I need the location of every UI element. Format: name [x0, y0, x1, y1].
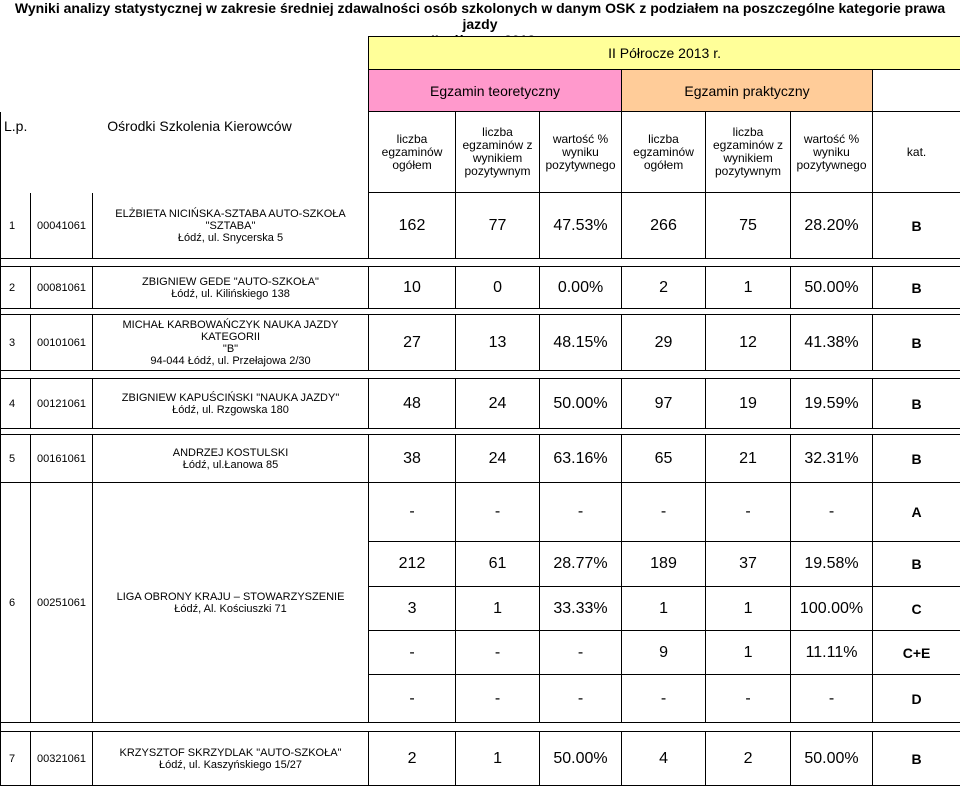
osk-code: 00251061 — [31, 483, 93, 723]
cell-p-pct: 28.20% — [791, 193, 873, 259]
table-row — [1, 193, 960, 259]
cell-t-pct: 63.16% — [540, 435, 622, 483]
cell-t-pos: - — [456, 631, 540, 675]
practice-percent-header: wartość % wyniku pozytywnego — [791, 112, 873, 193]
cell-t-pos: 13 — [456, 315, 540, 371]
row-number: 6 — [1, 483, 31, 723]
cell-t-total: 2 — [369, 732, 456, 786]
cell-t-pos: - — [456, 483, 540, 542]
category-cell: B — [873, 379, 960, 429]
osk-name-line: "SZTABA" — [93, 220, 368, 232]
osk-name-line: ANDRZEJ KOSTULSKI — [93, 447, 368, 459]
cell-p-pos: 2 — [706, 732, 791, 786]
row-number: 1 — [1, 193, 31, 259]
cell-t-pos: 24 — [456, 379, 540, 429]
spacer-cell — [1, 371, 960, 379]
osk-name-line: 94-044 Łódź, ul. Przełajowa 2/30 — [93, 355, 368, 367]
cell-p-pct: 19.59% — [791, 379, 873, 429]
spacer-row — [1, 371, 960, 379]
osk-code: 00121061 — [31, 379, 93, 429]
cell-p-pct: 100.00% — [791, 587, 873, 631]
osk-name-line: ZBIGNIEW KAPUŚCIŃSKI "NAUKA JAZDY" — [93, 392, 368, 404]
osk-code: 00041061 — [31, 193, 93, 259]
row-number: 7 — [1, 732, 31, 786]
cell-p-pct: - — [791, 483, 873, 542]
cell-t-pct: 28.77% — [540, 542, 622, 587]
cell-t-pos: 1 — [456, 587, 540, 631]
cell-t-pct: 33.33% — [540, 587, 622, 631]
table-row — [1, 732, 960, 786]
cell-p-total: 9 — [622, 631, 706, 675]
category-cell: B — [873, 732, 960, 786]
cell-p-pos: 75 — [706, 193, 791, 259]
practical-exam-header: Egzamin praktyczny — [622, 70, 873, 112]
cell-p-total: - — [622, 675, 706, 723]
cell-t-pos: - — [456, 675, 540, 723]
category-cell: D — [873, 675, 960, 723]
osk-name-line: Łódź, ul.Łanowa 85 — [93, 459, 368, 471]
osk-name-line: ELŻBIETA NICIŃSKA-SZTABA AUTO-SZKOŁA — [93, 208, 368, 220]
spacer-row — [1, 723, 960, 732]
cell-t-total: 38 — [369, 435, 456, 483]
cell-p-pct: 50.00% — [791, 267, 873, 309]
cell-t-pos: 0 — [456, 267, 540, 309]
cell-p-pct: 11.11% — [791, 631, 873, 675]
cell-p-total: 4 — [622, 732, 706, 786]
cell-t-pct: 48.15% — [540, 315, 622, 371]
theory-exam-header: Egzamin teoretyczny — [369, 70, 622, 112]
results-table — [0, 36, 960, 786]
osk-name-line: LIGA OBRONY KRAJU – STOWARZYSZENIE — [93, 591, 368, 603]
row-number: 4 — [1, 379, 31, 429]
cell-p-total: - — [622, 483, 706, 542]
category-cell: B — [873, 193, 960, 259]
cell-t-total: - — [369, 675, 456, 723]
category-cell: B — [873, 315, 960, 371]
cell-p-pct: 19.58% — [791, 542, 873, 587]
report-title-line-1: Wyniki analizy statystycznej w zakresie średniej zdawalności osób szkolonych w danym OSK z podziałem na poszczególne kategorie prawa jazdy — [0, 0, 960, 32]
osk-name-address — [93, 267, 369, 309]
osk-name-line: Łódź, Al. Kościuszki 71 — [93, 603, 368, 615]
table-header — [1, 37, 960, 193]
osk-code: 00081061 — [31, 267, 93, 309]
spacer-cell — [1, 723, 960, 732]
cell-t-pos: 1 — [456, 732, 540, 786]
osk-name-address — [93, 435, 369, 483]
cell-p-pos: - — [706, 675, 791, 723]
theory-total-header: liczba egzaminów ogółem — [369, 112, 456, 193]
cell-t-pct: 50.00% — [540, 732, 622, 786]
cell-p-total: 97 — [622, 379, 706, 429]
table-row — [1, 435, 960, 483]
table-row — [1, 315, 960, 371]
row-number: 2 — [1, 267, 31, 309]
category-cell: C+E — [873, 631, 960, 675]
theory-percent-header: wartość % wyniku pozytywnego — [540, 112, 622, 193]
osk-name-line: Łódź, ul. Snycerska 5 — [93, 232, 368, 244]
row-number: 3 — [1, 315, 31, 371]
cell-p-pos: 1 — [706, 587, 791, 631]
cell-p-pct: 32.31% — [791, 435, 873, 483]
cell-p-pct: 41.38% — [791, 315, 873, 371]
cell-p-total: 2 — [622, 267, 706, 309]
osk-name-line: Łódź, ul. Rzgowska 180 — [93, 404, 368, 416]
category-cell: A — [873, 483, 960, 542]
cell-t-pct: 47.53% — [540, 193, 622, 259]
cell-p-pos: 12 — [706, 315, 791, 371]
cell-t-pct: - — [540, 483, 622, 542]
spacer-row — [1, 259, 960, 267]
osk-name-line: Łódź, ul. Kilińskiego 138 — [93, 288, 368, 300]
osk-name-line: ZBIGNIEW GEDE "AUTO-SZKOŁA" — [93, 276, 368, 288]
cell-p-total: 29 — [622, 315, 706, 371]
cell-t-pos: 24 — [456, 435, 540, 483]
practice-positive-header: liczba egzaminów z wynikiem pozytywnym — [706, 112, 791, 193]
osk-header: Ośrodki Szkolenia Kierowców — [31, 112, 369, 193]
table-row — [1, 379, 960, 429]
spacer-cell — [1, 259, 960, 267]
category-cell: C — [873, 587, 960, 631]
osk-code: 00101061 — [31, 315, 93, 371]
cell-p-pos: 37 — [706, 542, 791, 587]
cell-t-total: 48 — [369, 379, 456, 429]
theory-positive-header: liczba egzaminów z wynikiem pozytywnym — [456, 112, 540, 193]
category-cell: B — [873, 435, 960, 483]
osk-name-address — [93, 315, 369, 371]
osk-name-address — [93, 379, 369, 429]
osk-name-line: Łódź, ul. Kaszyńskiego 15/27 — [93, 759, 368, 771]
osk-name-line: KRZYSZTOF SKRZYDLAK "AUTO-SZKOŁA" — [93, 747, 368, 759]
practice-total-header: liczba egzaminów ogółem — [622, 112, 706, 193]
cell-p-pct: - — [791, 675, 873, 723]
cell-p-total: 1 — [622, 587, 706, 631]
cell-t-total: - — [369, 483, 456, 542]
table-row — [1, 267, 960, 309]
table-row — [1, 483, 960, 542]
cell-t-total: 162 — [369, 193, 456, 259]
osk-name-line: "B" — [93, 343, 368, 355]
cell-t-pos: 61 — [456, 542, 540, 587]
cell-p-pos: 19 — [706, 379, 791, 429]
lp-header: L.p. — [1, 112, 31, 193]
cell-p-total: 65 — [622, 435, 706, 483]
osk-name-line: MICHAŁ KARBOWAŃCZYK NAUKA JAZDY KATEGORII — [93, 319, 368, 343]
osk-code: 00161061 — [31, 435, 93, 483]
cell-p-pos: 21 — [706, 435, 791, 483]
cell-p-pct: 50.00% — [791, 732, 873, 786]
cell-t-pos: 77 — [456, 193, 540, 259]
category-cell: B — [873, 542, 960, 587]
cell-t-total: 27 — [369, 315, 456, 371]
cell-p-total: 266 — [622, 193, 706, 259]
period-header: II Półrocze 2013 r. — [369, 37, 960, 70]
cell-t-total: 212 — [369, 542, 456, 587]
osk-name-address — [93, 732, 369, 786]
osk-name-address — [93, 483, 369, 723]
cell-p-total: 189 — [622, 542, 706, 587]
cell-t-total: 10 — [369, 267, 456, 309]
cell-t-total: - — [369, 631, 456, 675]
category-header: kat. — [873, 112, 960, 193]
cell-t-total: 3 — [369, 587, 456, 631]
cell-p-pos: 1 — [706, 267, 791, 309]
osk-code: 00321061 — [31, 732, 93, 786]
category-cell: B — [873, 267, 960, 309]
osk-name-address — [93, 193, 369, 259]
cell-t-pct: - — [540, 631, 622, 675]
cell-t-pct: 50.00% — [540, 379, 622, 429]
cell-t-pct: 0.00% — [540, 267, 622, 309]
cell-p-pos: 1 — [706, 631, 791, 675]
cell-t-pct: - — [540, 675, 622, 723]
cell-p-pos: - — [706, 483, 791, 542]
row-number: 5 — [1, 435, 31, 483]
table-body — [1, 193, 960, 786]
